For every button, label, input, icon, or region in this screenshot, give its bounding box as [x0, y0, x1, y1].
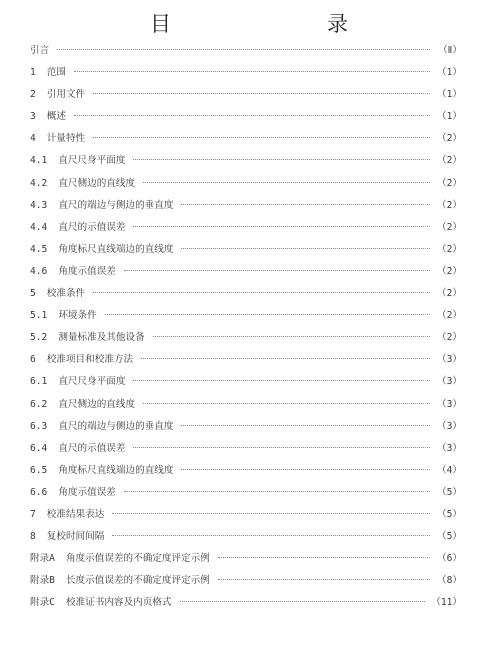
toc-entry[interactable]	[30, 106, 462, 128]
toc-entry-label: 引言	[30, 45, 50, 56]
dot-leader	[143, 182, 430, 183]
toc-entry[interactable]	[30, 416, 462, 438]
toc-entry-label: 长度示值误差的不确定度评定示例	[65, 575, 210, 587]
toc-entry-page: （6）	[437, 553, 462, 565]
dot-leader	[105, 314, 430, 315]
toc-entry-number: 6.6	[30, 486, 48, 498]
toc-entry[interactable]	[30, 217, 462, 239]
dot-leader	[112, 535, 430, 536]
toc-entry-label: 角度标尺直线端边的直线度	[58, 243, 174, 255]
toc-entry-page: （2）	[437, 133, 462, 145]
toc-entry-number: 6.4	[30, 442, 48, 454]
toc-entry-page: （2）	[437, 310, 462, 322]
toc-entry-page: （2）	[437, 199, 462, 211]
dot-leader	[181, 425, 430, 426]
toc-entry-page: （4）	[437, 464, 462, 476]
toc-entry[interactable]	[30, 173, 462, 195]
toc-entry-label: 概述	[46, 111, 66, 123]
toc-entry-number: 6.1	[30, 376, 48, 388]
toc-entry-label: 直尺的端边与侧边的垂直度	[58, 199, 174, 211]
toc-entry-number: 附录A	[30, 553, 55, 565]
toc-entry-page: （1）	[437, 89, 462, 101]
toc-entry[interactable]	[30, 283, 462, 305]
toc-entry-number: 4.2	[30, 177, 48, 189]
toc-entry-page: （1）	[437, 67, 462, 79]
toc-entry[interactable]	[30, 548, 462, 570]
toc-entry[interactable]	[30, 261, 462, 283]
dot-leader	[218, 579, 430, 580]
toc-entry-page: （Ⅱ）	[438, 45, 462, 56]
toc-entry-page: （2）	[437, 288, 462, 300]
toc-entry-page: （8）	[437, 575, 462, 587]
toc-entry-number: 4.3	[30, 199, 48, 211]
dot-leader	[112, 513, 430, 514]
toc-entry-label: 计量特性	[46, 133, 86, 145]
toc-entry[interactable]	[30, 592, 462, 614]
toc-entry-number: 2	[30, 89, 36, 101]
toc-entry[interactable]	[30, 570, 462, 592]
table-of-contents	[30, 40, 462, 614]
dot-leader	[141, 358, 430, 359]
toc-entry-number: 6	[30, 354, 36, 366]
toc-entry-page: （3）	[437, 420, 462, 432]
dot-leader	[74, 115, 430, 116]
dot-leader	[74, 71, 430, 72]
toc-entry-number: 附录C	[30, 597, 55, 609]
toc-entry-number: 附录B	[30, 575, 55, 587]
toc-entry-number: 6.5	[30, 464, 48, 476]
toc-entry[interactable]	[30, 62, 462, 84]
dot-leader	[57, 49, 430, 50]
toc-entry-label: 直尺的示值误差	[58, 221, 126, 233]
toc-entry-number: 4.5	[30, 243, 48, 255]
dot-leader	[218, 557, 430, 558]
toc-entry-label: 角度示值误差	[58, 265, 116, 277]
toc-entry-label: 角度标尺直线端边的直线度	[58, 464, 174, 476]
dot-leader	[153, 336, 430, 337]
toc-entry-number: 3	[30, 111, 36, 123]
toc-entry-label: 校准证书内容及内页格式	[65, 597, 172, 609]
dot-leader	[93, 137, 430, 138]
toc-entry-label: 测量标准及其他设备	[58, 332, 145, 344]
toc-entry-label: 直尺的示值误差	[58, 442, 126, 454]
toc-entry[interactable]	[30, 128, 462, 150]
toc-entry-label: 校准结果表达	[46, 508, 105, 520]
toc-entry[interactable]	[30, 460, 462, 482]
toc-entry[interactable]	[30, 394, 462, 416]
toc-entry-label: 复校时间间隔	[46, 531, 105, 543]
toc-entry-page: （5）	[437, 531, 462, 543]
toc-entry-number: 5.1	[30, 310, 48, 322]
dot-leader	[124, 491, 430, 492]
toc-entry[interactable]	[30, 371, 462, 393]
toc-entry-number: 5	[30, 288, 36, 300]
dot-leader	[181, 248, 430, 249]
toc-entry-label: 直尺侧边的直线度	[58, 177, 136, 189]
toc-entry-page: （1）	[437, 111, 462, 123]
toc-entry-page: （5）	[437, 486, 462, 498]
toc-entry-page: （2）	[437, 177, 462, 189]
toc-entry[interactable]	[30, 84, 462, 106]
toc-entry-number: 6.2	[30, 398, 48, 410]
dot-leader	[180, 601, 426, 602]
dot-leader	[181, 204, 430, 205]
dot-leader	[133, 226, 430, 227]
dot-leader	[93, 93, 430, 94]
toc-entry[interactable]	[30, 349, 462, 371]
toc-entry-label: 直尺的端边与侧边的垂直度	[58, 420, 174, 432]
toc-entry-page: （2）	[437, 332, 462, 344]
toc-entry[interactable]	[30, 305, 462, 327]
toc-entry[interactable]	[30, 239, 462, 261]
toc-entry-page: （3）	[437, 398, 462, 410]
toc-entry[interactable]	[30, 482, 462, 504]
dot-leader	[133, 447, 430, 448]
toc-entry-label: 范围	[46, 67, 66, 79]
toc-entry-label: 直尺侧边的直线度	[58, 398, 136, 410]
toc-entry-page: （5）	[437, 508, 462, 520]
toc-entry[interactable]	[30, 195, 462, 217]
toc-entry-page: （2）	[437, 155, 462, 167]
toc-entry-number: 4.4	[30, 221, 48, 233]
toc-entry[interactable]	[30, 40, 462, 62]
toc-entry-page: （3）	[437, 442, 462, 454]
toc-entry-number: 1	[30, 67, 36, 79]
toc-entry-page: （2）	[437, 221, 462, 233]
toc-entry-label: 直尺尺身平面度	[58, 155, 126, 167]
toc-entry-number: 4.6	[30, 265, 48, 277]
toc-entry-label: 直尺尺身平面度	[58, 376, 126, 388]
dot-leader	[133, 380, 430, 381]
dot-leader	[181, 469, 430, 470]
page-title: 目 录	[150, 12, 386, 36]
toc-entry[interactable]	[30, 504, 462, 526]
toc-entry-label: 环境条件	[58, 310, 97, 322]
toc-entry-number: 7	[30, 508, 36, 520]
toc-entry-page: （3）	[437, 354, 462, 366]
toc-entry[interactable]	[30, 327, 462, 349]
toc-entry-label: 角度示值误差	[58, 486, 116, 498]
dot-leader	[124, 270, 430, 271]
dot-leader	[93, 292, 430, 293]
toc-entry-label: 校准条件	[46, 288, 86, 300]
toc-entry-label: 校准项目和校准方法	[46, 354, 134, 366]
toc-entry-number: 5.2	[30, 332, 48, 344]
toc-entry-number: 4	[30, 133, 36, 145]
toc-entry-number: 4.1	[30, 155, 48, 167]
toc-entry[interactable]	[30, 438, 462, 460]
toc-entry-label: 角度示值误差的不确定度评定示例	[65, 553, 210, 565]
toc-entry[interactable]	[30, 150, 462, 172]
toc-entry-number: 6.3	[30, 420, 48, 432]
toc-entry-label: 引用文件	[46, 89, 86, 101]
dot-leader	[133, 159, 430, 160]
toc-entry-page: （2）	[437, 265, 462, 277]
toc-entry-number: 8	[30, 531, 36, 543]
toc-entry-page: （3）	[437, 376, 462, 388]
toc-entry-page: （11）	[431, 597, 462, 609]
dot-leader	[143, 403, 430, 404]
toc-entry-page: （2）	[437, 243, 462, 255]
toc-entry[interactable]	[30, 526, 462, 548]
